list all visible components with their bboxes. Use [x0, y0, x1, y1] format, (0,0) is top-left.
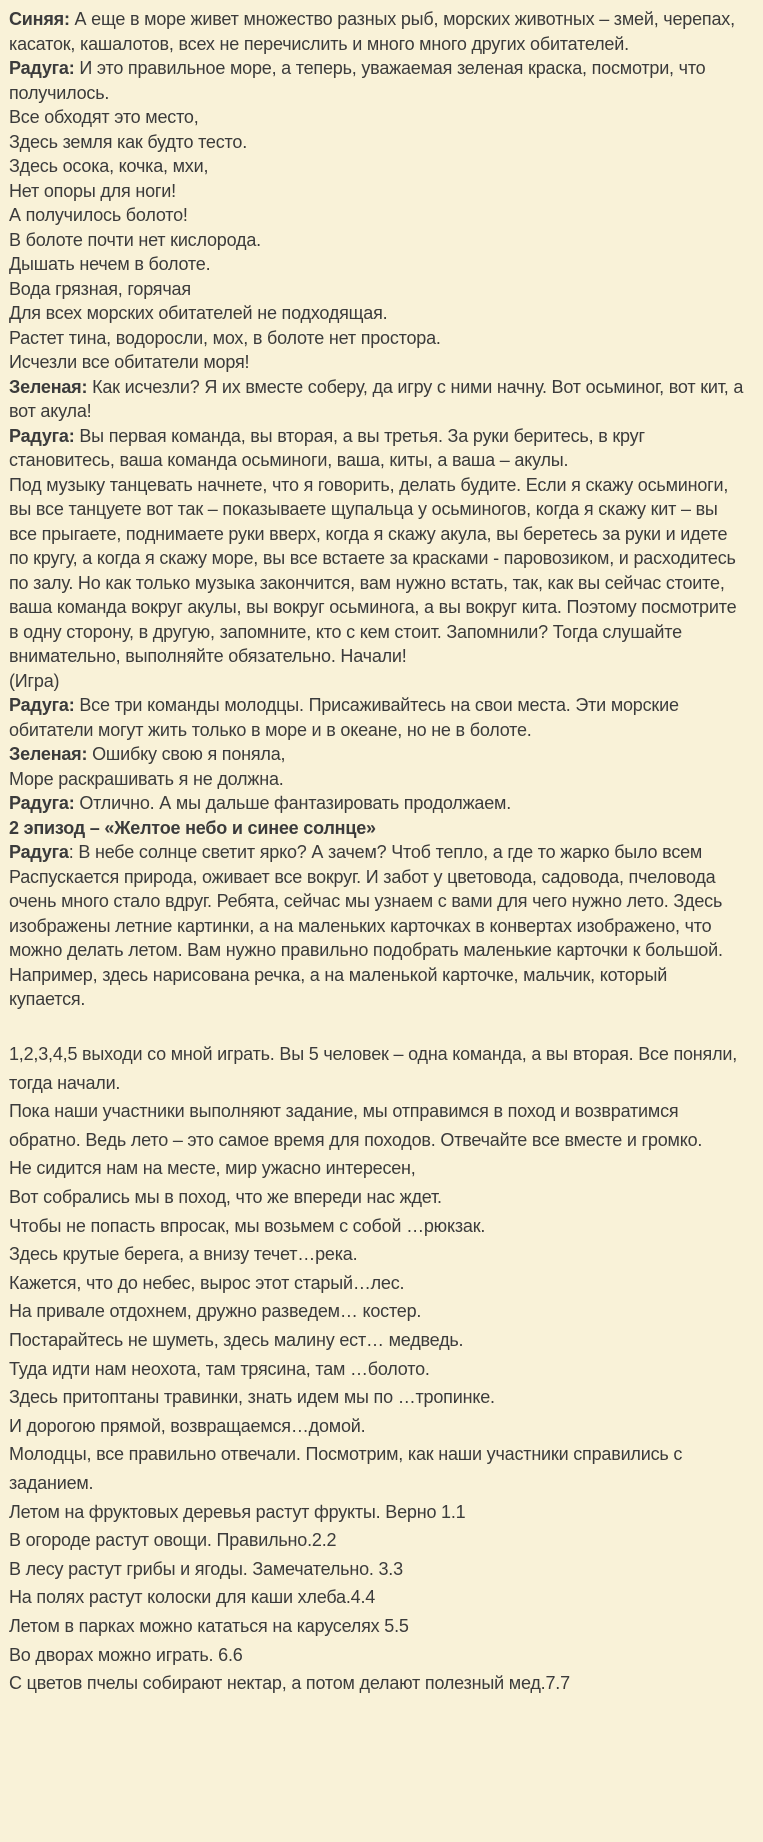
- paragraph-text: Все обходят это место,: [9, 107, 199, 127]
- paragraph: [9, 693, 747, 742]
- speaker-name: Радуга:: [9, 425, 75, 446]
- paragraph-text: Дышать нечем в болоте.: [9, 254, 211, 274]
- paragraph-text: Для всех морских обитателей не подходящая.: [9, 303, 388, 323]
- paragraph: [9, 840, 747, 1012]
- paragraph: [9, 1326, 747, 1355]
- paragraph: [9, 375, 747, 424]
- paragraph: [9, 1012, 747, 1041]
- paragraph: [9, 1498, 747, 1527]
- paragraph: [9, 742, 747, 767]
- paragraph: [9, 203, 747, 228]
- paragraph: [9, 1440, 747, 1497]
- paragraph: [9, 1383, 747, 1412]
- paragraph-text: Нет опоры для ноги!: [9, 180, 176, 201]
- paragraph: [9, 130, 747, 155]
- paragraph-text: Под музыку танцевать начнете, что я говорить, делать будите. Если я скажу осьминоги, вы все танцуете вот так – показываете щупальца у осьминогов, когда я скажу кит – вы все прыгаете, поднимаете руки вверх, когда я скажу акула, вы беретесь за руки и идете по кругу, а когда я скажу море, вы все встаете за красками - паровозиком, и расходитесь по залу. Но как только музыка закончится, вам нужно встать, так, как вы сейчас стоите, ваша команда вокруг акулы, вы вокруг осьминога, а вы вокруг кита. Поэтому посмотрите в одну сторону, в другую, запомните, кто с кем стоит. Запомнили? Тогда слушайте внимательно, выполняйте обязательно. Начали!: [9, 474, 737, 666]
- paragraph: [9, 105, 747, 130]
- speaker-name: Радуга:: [9, 793, 75, 813]
- speaker-name: Радуга:: [9, 58, 75, 78]
- paragraph-text: Здесь земля как будто тесто.: [9, 131, 247, 152]
- paragraph-text: Не сидится нам на месте, мир ужасно интересен,: [9, 1158, 416, 1179]
- paragraph: [9, 816, 747, 841]
- paragraph-text: Растет тина, водоросли, мох, в болоте нет простора.: [9, 327, 441, 348]
- paragraph-text: Вы первая команда, вы вторая, а вы третья. За руки беритесь, в круг становитесь, ваша команда осьминоги, ваша, киты, а ваша – акулы.: [9, 425, 645, 470]
- paragraph-text: Во дворах можно играть. 6.6: [9, 1644, 243, 1665]
- paragraph-text: : В небе солнце светит ярко? А зачем? Чтоб тепло, а где то жарко было всем Распускается природа, оживает все вокруг. И забот у цветовода, садовода, пчеловода очень много стало вдруг. Ребята, сейчас мы узнаем с вами для чего нужно лето. Здесь изображены летние картинки, а на маленьких карточках в конвертах изображено, что можно делать летом. Вам нужно правильно подобрать маленькие карточки к большой. Например, здесь нарисована речка, а на маленькой карточке, мальчик, который купается.: [9, 842, 723, 1009]
- paragraph: [9, 228, 747, 253]
- paragraph: [9, 301, 747, 326]
- paragraph-text: Вода грязная, горячая: [9, 278, 191, 299]
- paragraph-text: В огороде растут овощи. Правильно.2.2: [9, 1530, 337, 1551]
- paragraph: [9, 1555, 747, 1584]
- paragraph: [9, 252, 747, 277]
- speaker-name: Синяя:: [9, 9, 70, 29]
- paragraph: [9, 1526, 747, 1555]
- paragraph: [9, 1240, 747, 1269]
- paragraph-text: Туда идти нам неохота, там трясина, там …болото.: [9, 1358, 430, 1379]
- paragraph: [9, 1097, 747, 1154]
- paragraph-text: Кажется, что до небес, вырос этот старый…лес.: [9, 1272, 405, 1293]
- paragraph-text: Здесь крутые берега, а внизу течет…река.: [9, 1244, 358, 1265]
- paragraph-text: Здесь осока, кочка, мхи,: [9, 156, 209, 176]
- paragraph-text: В лесу растут грибы и ягоды. Замечательно. 3.3: [9, 1558, 403, 1579]
- paragraph: [9, 791, 747, 816]
- paragraph-text: (Игра): [9, 670, 60, 691]
- paragraph-text: И это правильное море, а теперь, уважаемая зеленая краска, посмотри, что получилось.: [9, 58, 706, 103]
- paragraph: [9, 1212, 747, 1241]
- speaker-name: Радуга:: [9, 695, 75, 715]
- paragraph: [9, 56, 747, 105]
- paragraph-text: Вот собрались мы в поход, что же впереди нас ждет.: [9, 1187, 442, 1208]
- paragraph: [9, 7, 747, 56]
- paragraph-text: На полях растут колоски для каши хлеба.4.4: [9, 1587, 376, 1608]
- paragraph-text: Молодцы, все правильно отвечали. Посмотрим, как наши участники справились с заданием.: [9, 1444, 683, 1493]
- paragraph-text: Море раскрашивать я не должна.: [9, 768, 284, 789]
- paragraph: [9, 1612, 747, 1641]
- paragraph: [9, 1355, 747, 1384]
- paragraph-text: Исчезли все обитатели моря!: [9, 352, 250, 372]
- paragraph-text: Ошибку свою я поняла,: [87, 744, 286, 764]
- speaker-name: Зеленая:: [9, 744, 88, 764]
- paragraph: [9, 767, 747, 792]
- speaker-name: Зеленая:: [9, 376, 88, 397]
- paragraph-text: На привале отдохнем, дружно разведем… костер.: [9, 1301, 422, 1322]
- paragraph-text: А еще в море живет множество разных рыб, морских животных – змей, черепах, касаток, кашалотов, всех не перечислить и много много других обитателей.: [9, 9, 735, 54]
- paragraph: [9, 1154, 747, 1183]
- speaker-name: Радуга: [9, 842, 69, 862]
- paragraph: [9, 1040, 747, 1097]
- paragraph: [9, 473, 747, 669]
- paragraph-text: Все три команды молодцы. Присаживайтесь на свои места. Эти морские обитатели могут жить только в море и в океане, но не в болоте.: [9, 695, 679, 740]
- paragraph-text: И дорогою прямой, возвращаемся…домой.: [9, 1415, 366, 1436]
- paragraph-text: В болоте почти нет кислорода.: [9, 229, 261, 250]
- paragraph: [9, 1269, 747, 1298]
- paragraph: [9, 179, 747, 204]
- paragraph-text: Летом в парках можно кататься на каруселях 5.5: [9, 1615, 409, 1636]
- paragraph-text: 2 эпизод – «Желтое небо и синее солнце»: [9, 817, 376, 838]
- paragraph: [9, 1412, 747, 1441]
- paragraph: [9, 154, 747, 179]
- paragraph: [9, 1183, 747, 1212]
- paragraph-text: Постарайтесь не шуметь, здесь малину ест… медведь.: [9, 1330, 464, 1351]
- paragraph: [9, 1583, 747, 1612]
- paragraph-text: 1,2,3,4,5 выходи со мной играть. Вы 5 человек – одна команда, а вы вторая. Все поняли, тогда начали.: [9, 1044, 738, 1093]
- paragraph-text: Пока наши участники выполняют задание, мы отправимся в поход и возвратимся обратно. Ведь лето – это самое время для походов. Отвечайте все вместе и громко.: [9, 1101, 703, 1150]
- paragraph: [9, 350, 747, 375]
- paragraph: [9, 424, 747, 473]
- paragraph-text: А получилось болото!: [9, 205, 188, 225]
- paragraph: [9, 1641, 747, 1670]
- paragraph-text: Летом на фруктовых деревья растут фрукты. Верно 1.1: [9, 1501, 466, 1522]
- paragraph-text: Отлично. А мы дальше фантазировать продолжаем.: [74, 793, 512, 813]
- paragraph: [9, 277, 747, 302]
- paragraph: [9, 1669, 747, 1698]
- paragraph: [9, 326, 747, 351]
- paragraph-text: Как исчезли? Я их вместе соберу, да игру с ними начну. Вот осьминог, вот кит, а вот акула!: [9, 376, 744, 421]
- paragraph: [9, 669, 747, 694]
- paragraph-text: Чтобы не попасть впросак, мы возьмем с собой …рюкзак.: [9, 1215, 486, 1236]
- paragraph: [9, 1297, 747, 1326]
- paragraph-text: С цветов пчелы собирают нектар, а потом делают полезный мед.7.7: [9, 1673, 570, 1694]
- paragraph-text: Здесь притоптаны травинки, знать идем мы по …тропинке.: [9, 1387, 495, 1408]
